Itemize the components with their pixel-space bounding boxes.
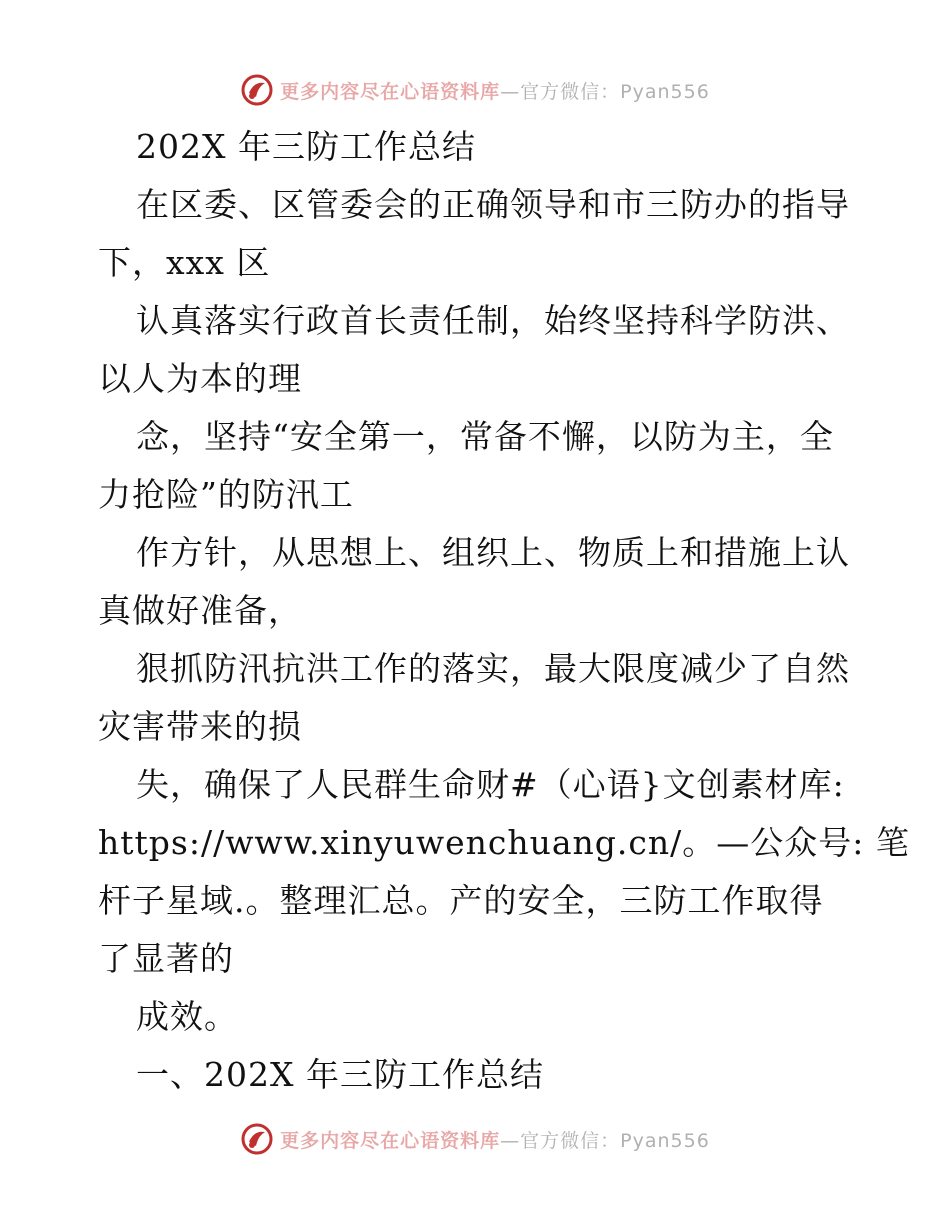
paragraph-line: 念，坚持“安全第一，常备不懈，以防为主，全 — [136, 417, 834, 456]
document-title: 202X 年三防工作总结 — [136, 127, 476, 166]
footer-watermark — [0, 1119, 950, 1159]
paragraph-line: 在区委、区管委会的正确领导和市三防办的指导 — [136, 185, 850, 224]
paragraph-line: 灾害带来的损 — [98, 707, 302, 746]
watermark-prefix: 更多内容尽在心语资料库 — [280, 1129, 501, 1152]
paragraph-line: 成效。 — [136, 997, 238, 1036]
paragraph-line: 力抢险”的防汛工 — [98, 475, 354, 514]
paragraph-line: 认真落实行政首长责任制，始终坚持科学防洪、 — [136, 301, 850, 340]
section-heading: 一、202X 年三防工作总结 — [136, 1055, 544, 1094]
paragraph-line: 了显著的 — [98, 939, 234, 978]
brand-logo-icon — [240, 1122, 274, 1156]
paragraph-line: 以人为本的理 — [98, 359, 302, 398]
paragraph-line: 真做好准备， — [98, 591, 302, 630]
brand-logo-icon — [240, 73, 274, 107]
url-line: https://www.xinyuwenchuang.cn/。—公众号: 笔 — [98, 823, 910, 862]
watermark-text — [280, 1126, 710, 1153]
document-body — [98, 118, 910, 1104]
paragraph-line: 作方针，从思想上、组织上、物质上和措施上认 — [136, 533, 850, 572]
watermark-text — [280, 77, 710, 104]
paragraph-line: 杆子星域.。整理汇总。产的安全，三防工作取得 — [98, 881, 824, 920]
watermark-suffix: —官方微信：Pyan556 — [500, 1129, 710, 1152]
paragraph-line: 失，确保了人民群生命财#（心语}文创素材库: — [136, 765, 845, 804]
paragraph-line: 狠抓防汛抗洪工作的落实，最大限度减少了自然 — [136, 649, 850, 688]
watermark-suffix: —官方微信：Pyan556 — [500, 80, 710, 103]
header-watermark — [0, 70, 950, 110]
watermark-prefix: 更多内容尽在心语资料库 — [280, 80, 501, 103]
paragraph-line: 下，xxx 区 — [98, 243, 271, 282]
